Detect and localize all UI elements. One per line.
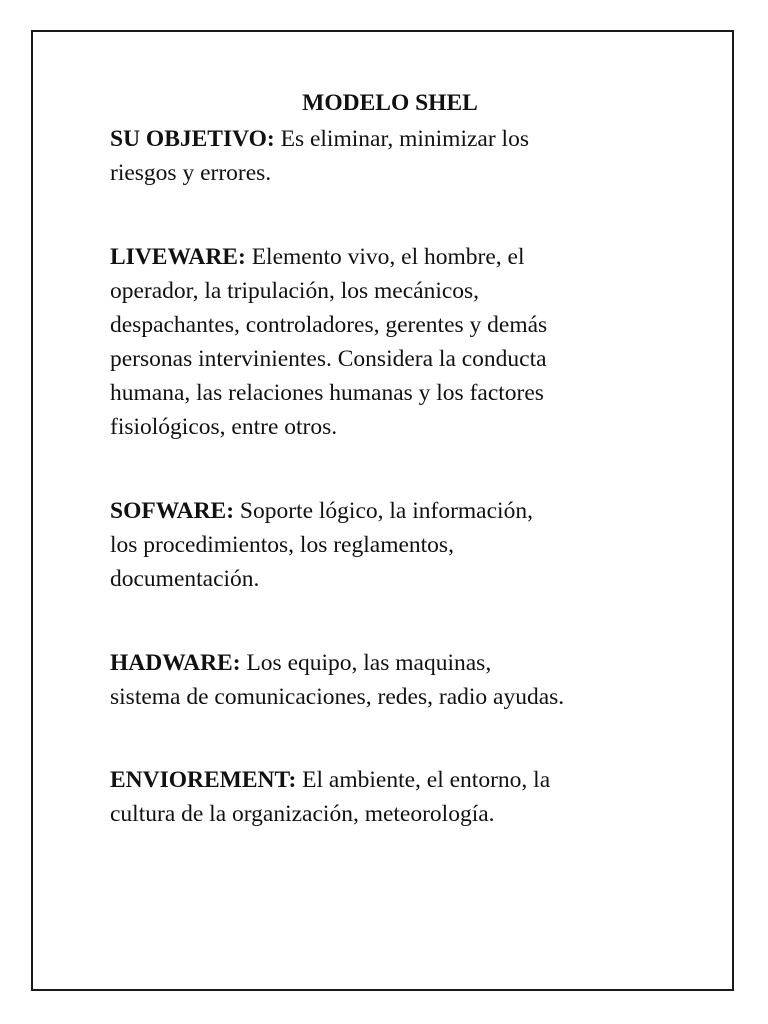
section-line: Es eliminar, minimizar los bbox=[280, 126, 529, 152]
section-line: documentación. bbox=[110, 566, 260, 592]
section-line: sistema de comunicaciones, redes, radio ayudas. bbox=[110, 684, 565, 710]
section-line: El ambiente, el entorno, la bbox=[302, 767, 551, 793]
section-sofware bbox=[110, 494, 670, 596]
document-content bbox=[110, 86, 670, 831]
section-term: ENVIOREMENT: bbox=[110, 767, 297, 793]
section-liveware bbox=[110, 240, 670, 444]
section-term: LIVEWARE: bbox=[110, 244, 246, 270]
section-term: HADWARE: bbox=[110, 650, 241, 676]
section-line: humana, las relaciones humanas y los factores bbox=[110, 380, 544, 406]
document-page bbox=[31, 30, 734, 991]
section-line: personas intervinientes. Considera la conducta bbox=[110, 346, 547, 372]
section-line: despachantes, controladores, gerentes y demás bbox=[110, 312, 548, 338]
section-objetivo bbox=[110, 122, 670, 190]
section-line: riesgos y errores. bbox=[110, 160, 272, 186]
section-line: operador, la tripulación, los mecánicos, bbox=[110, 278, 480, 304]
section-line: cultura de la organización, meteorología. bbox=[110, 801, 495, 827]
document-title: MODELO SHEL bbox=[302, 90, 478, 116]
section-line: Soporte lógico, la información, bbox=[239, 498, 533, 524]
section-envioremment bbox=[110, 763, 670, 831]
section-term: SOFWARE: bbox=[110, 498, 235, 524]
section-line: fisiológicos, entre otros. bbox=[110, 414, 338, 440]
section-line: Elemento vivo, el hombre, el bbox=[251, 244, 525, 270]
section-hadware bbox=[110, 646, 670, 714]
section-term: SU OBJETIVO: bbox=[110, 126, 275, 152]
section-line: Los equipo, las maquinas, bbox=[246, 650, 492, 676]
section-line: los procedimientos, los reglamentos, bbox=[110, 532, 454, 558]
